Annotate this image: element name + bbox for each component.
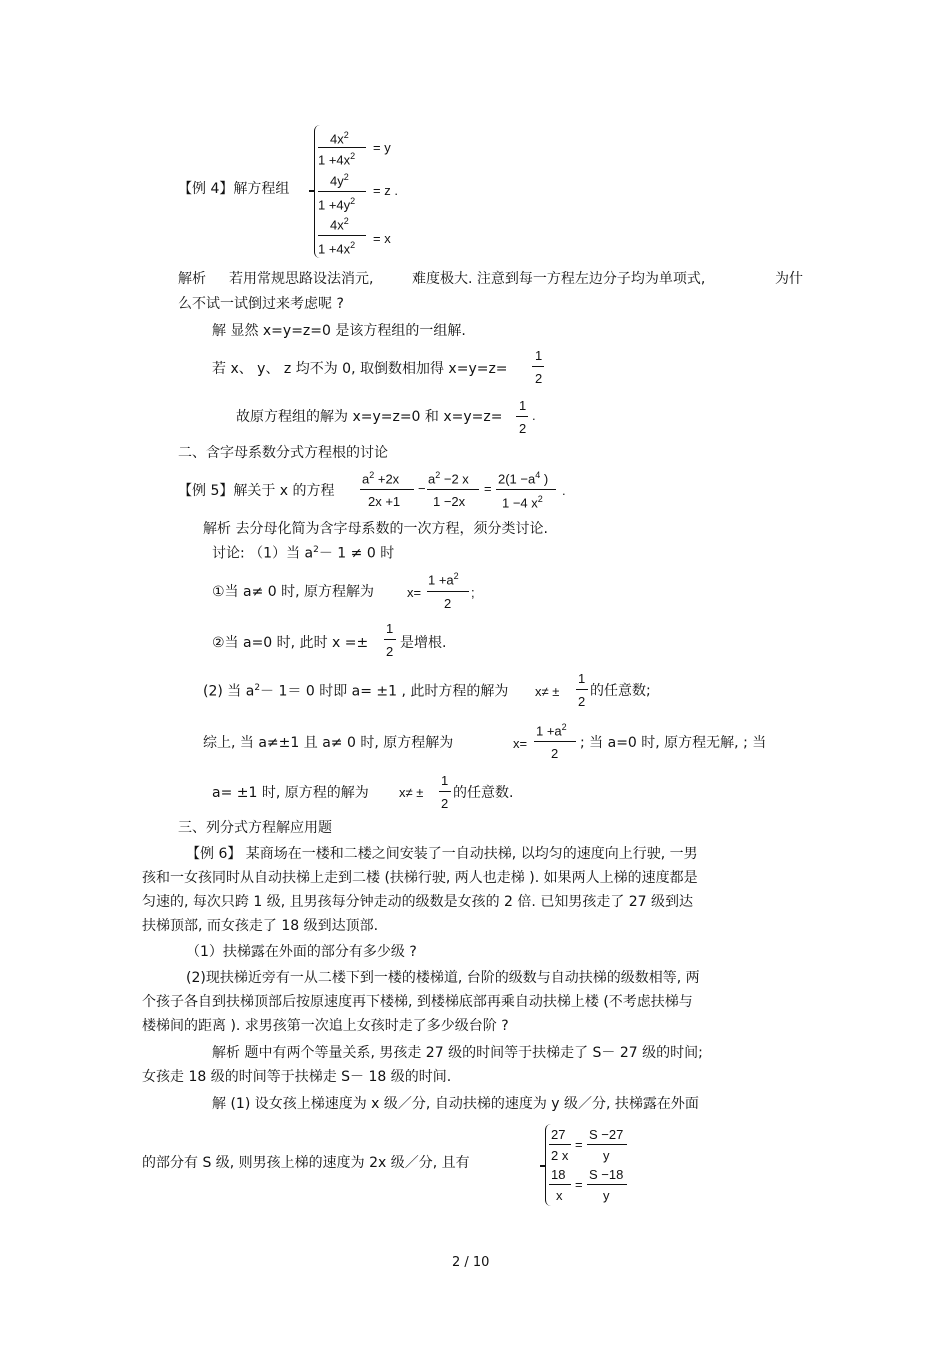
fraction-denominator: 2 xyxy=(386,644,394,659)
case-1-text: ①当 a≠ 0 时, 原方程解为 xyxy=(212,584,375,600)
fraction-bar xyxy=(427,489,479,490)
solution-line: 解 (1) 设女孩上梯速度为 x 级／分, 自动扶梯的速度为 y 级／分, 扶梯露在外面 xyxy=(212,1096,699,1112)
s1-rhs-denominator: y xyxy=(603,1148,610,1163)
summary-x: x≠ ± xyxy=(399,785,424,800)
eq3-denominator: $1 +4x^2$ xyxy=(318,240,356,257)
eq2-denominator: $1 +4y^2$ xyxy=(318,196,356,213)
case-3-end: 的任意数; xyxy=(590,683,651,699)
fraction-denominator: 2 xyxy=(519,421,527,436)
example-6-text: 扶梯顶部, 而女孩走了 18 级到达顶部. xyxy=(142,918,379,934)
fraction-bar xyxy=(384,639,396,640)
fraction-bar xyxy=(549,1144,571,1145)
fraction-bar xyxy=(439,791,451,792)
s2-rhs-numerator: S −18 xyxy=(589,1167,624,1182)
analysis-text: 么不试一试倒过来考虑呢 ? xyxy=(178,296,344,312)
s1-denominator: 2 x xyxy=(551,1148,569,1163)
fraction-numerator: 1 xyxy=(535,348,543,363)
fraction-denominator: 2 xyxy=(441,796,449,811)
f3-denominator: 1 −4 $x^2$ xyxy=(502,494,543,511)
s2-denominator: x xyxy=(556,1188,563,1203)
summary-text: ; 当 a=0 时, 原方程无解, ; 当 xyxy=(580,735,767,751)
case-1-x: x= xyxy=(407,585,422,600)
example-5-label: 【例 5】解关于 x 的方程 xyxy=(178,483,335,499)
fraction-bar xyxy=(587,1144,627,1145)
equals-sign: = xyxy=(575,1177,583,1192)
case-3-text: (2) 当 $a^2- 1= 0$ 时即 a= ±1 , 此时方程的解为 xyxy=(203,683,509,700)
analysis-text: 解析 题中有两个等量关系, 男孩走 27 级的时间等于扶梯走了 S－ 27 级的时间; xyxy=(212,1045,703,1061)
example-6-text: 孩和一女孩同时从自动扶梯上走到二楼 (扶梯行驶, 两人也走梯 ). 如果两人上梯的速度都是 xyxy=(142,870,698,886)
fraction-bar xyxy=(549,1184,571,1185)
eq1-numerator: $4x^2$ xyxy=(330,130,349,147)
summary-x: x= xyxy=(513,736,528,751)
fraction-numerator: 1 xyxy=(578,671,586,686)
minus-sign: − xyxy=(418,481,426,496)
fraction-numerator: 1 xyxy=(519,398,527,413)
solution-line: 解 显然 x=y=z=0 是该方程组的一组解. xyxy=(212,323,466,339)
fraction-bar xyxy=(587,1184,627,1185)
analysis-text: 若用常规思路设法消元, xyxy=(229,271,374,287)
s2-rhs-denominator: y xyxy=(603,1188,610,1203)
fraction-bar xyxy=(318,191,366,192)
case-3-x: x≠ ± xyxy=(535,684,560,699)
f1-numerator: $a^2 +2x$ xyxy=(362,470,400,487)
fraction-bar xyxy=(360,489,414,490)
f1-denominator: 2x +1 xyxy=(368,494,401,509)
question-1: （1）扶梯露在外面的部分有多少级 ? xyxy=(186,944,417,960)
case-2-text: ②当 a=0 时, 此时 x =± xyxy=(212,635,369,651)
fraction-bar xyxy=(318,235,366,236)
f3-numerator: $2(1 -a^4$ ) xyxy=(498,470,549,487)
eq3-rhs: = x xyxy=(373,231,391,246)
fraction-numerator: $1 +a^2$ xyxy=(428,571,459,588)
example-6-text: 匀速的, 每次只跨 1 级, 且男孩每分钟走动的级数是女孩的 2 倍. 已知男孩走了 27 级到达 xyxy=(142,894,694,910)
period: . xyxy=(562,483,566,498)
fraction-bar xyxy=(318,147,366,148)
equals-sign: = xyxy=(484,481,492,496)
period: . xyxy=(532,408,536,423)
case-2-end: 是增根. xyxy=(400,635,447,651)
fraction-bar xyxy=(534,741,576,742)
question-2: 楼梯间的距离 ). 求男孩第一次追上女孩时走了多少级台阶 ? xyxy=(142,1018,509,1034)
fraction-bar xyxy=(496,489,556,490)
analysis-text: 为什 xyxy=(775,271,803,287)
analysis-text: 女孩走 18 级的时间等于扶梯走 S－ 18 级的时间. xyxy=(142,1069,452,1085)
fraction-denominator: 2 xyxy=(535,371,543,386)
example-4-label: 【例 4】解方程组 xyxy=(178,181,290,197)
s2-numerator: 18 xyxy=(551,1167,566,1182)
analysis-label: 解析 xyxy=(178,271,206,287)
example-6-text: 【例 6】 某商场在一楼和二楼之间安装了一自动扶梯, 以均匀的速度向上行驶, 一男 xyxy=(186,846,698,862)
semicolon: ; xyxy=(471,585,475,600)
brace-tip xyxy=(540,1165,546,1167)
f2-numerator: $a^2 -2$ x xyxy=(428,470,469,487)
s1-numerator: 27 xyxy=(551,1127,566,1142)
fraction-denominator: 2 xyxy=(444,596,452,611)
summary-text: 综上, 当 a≠±1 且 a≠ 0 时, 原方程解为 xyxy=(203,735,454,751)
eq3-numerator: $4x^2$ xyxy=(330,216,349,233)
analysis-text: 解析 去分母化简为含字母系数的一次方程，须分类讨论. xyxy=(203,521,548,537)
fraction-numerator: 1 xyxy=(386,621,394,636)
brace-tip xyxy=(309,190,315,192)
question-2: (2)现扶梯近旁有一从二楼下到一楼的楼梯道, 台阶的级数与自动扶梯的级数相等, 两 xyxy=(186,970,700,986)
fraction-numerator: $1 +a^2$ xyxy=(536,722,567,739)
solution-line: 若 x、 y、 z 均不为 0, 取倒数相加得 x=y=z= xyxy=(212,361,508,377)
section-title: 三、列分式方程解应用题 xyxy=(178,820,332,836)
equals-sign: = xyxy=(575,1137,583,1152)
solution-line: 的部分有 S 级, 则男孩上梯的速度为 2x 级／分, 且有 xyxy=(142,1155,470,1171)
summary-end: 的任意数. xyxy=(453,785,514,801)
section-title: 二、含字母系数分式方程根的讨论 xyxy=(178,445,388,461)
summary-text: a= ±1 时, 原方程的解为 xyxy=(212,785,369,801)
s1-rhs-numerator: S −27 xyxy=(589,1127,624,1142)
question-2: 个孩子各自到扶梯顶部后按原速度再下楼梯, 到楼梯底部再乘自动扶梯上楼 (不考虑扶梯与 xyxy=(142,994,693,1010)
eq1-denominator: $1 +4x^2$ xyxy=(318,151,356,168)
f2-denominator: 1 −2x xyxy=(433,494,466,509)
fraction-numerator: 1 xyxy=(441,773,449,788)
fraction-bar xyxy=(576,689,588,690)
fraction-bar xyxy=(532,366,544,367)
analysis-text: 难度极大. 注意到每一方程左边分子均为单项式, xyxy=(412,271,706,287)
eq2-rhs: = z . xyxy=(373,183,398,198)
fraction-denominator: 2 xyxy=(551,746,559,761)
page-number: 2 / 10 xyxy=(452,1255,490,1270)
fraction-bar xyxy=(427,591,469,592)
eq1-rhs: = y xyxy=(373,140,391,155)
fraction-denominator: 2 xyxy=(578,694,586,709)
discussion-line: 讨论: （1）当 $a^2- 1 \ne 0$ 时 xyxy=(212,545,395,562)
fraction-bar xyxy=(516,416,528,417)
eq2-numerator: $4y^2$ xyxy=(330,172,349,189)
solution-line: 故原方程组的解为 x=y=z=0 和 x=y=z= xyxy=(236,409,503,425)
